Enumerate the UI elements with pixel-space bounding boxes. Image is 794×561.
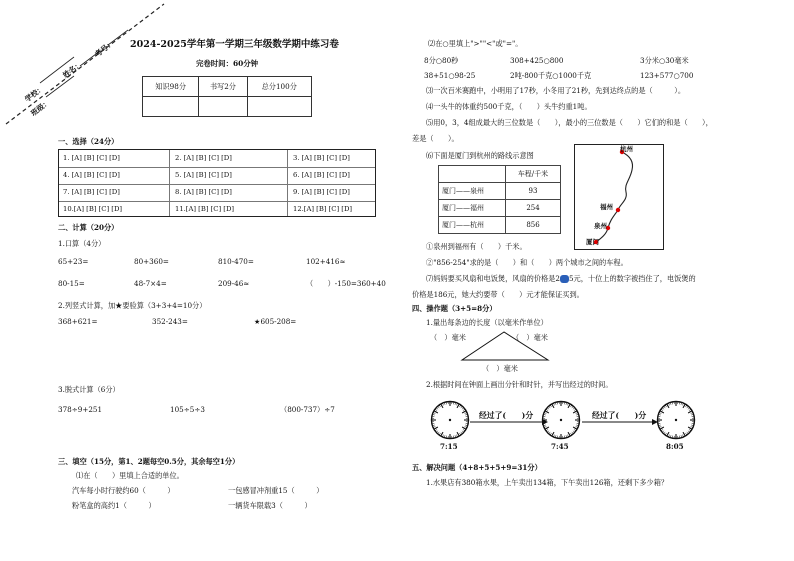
step-title: 3.脱式计算（6分） xyxy=(58,385,120,394)
compare-item: 8分○80秒 xyxy=(424,56,459,65)
vertical-title: 2.列竖式计算，加★要验算（3+3+4=10分） xyxy=(58,301,207,310)
compare-item: 308+425○800 xyxy=(510,56,564,65)
problem-1: 1.水果店有380箱水果，上午卖出134箱，下午卖出126箱，还剩下多少箱？ xyxy=(426,478,669,487)
fill-q7-cont: 价格是186元，她大约要带（ ）元才能保证买到。 xyxy=(412,290,584,299)
route-distance: 254 xyxy=(506,200,561,217)
route-map xyxy=(574,144,664,250)
answer-grid xyxy=(58,149,376,217)
section4-title: 四、操作题（3+5=8分） xyxy=(412,304,497,313)
vertical-item: ★605-208= xyxy=(254,317,297,326)
fill-item: 汽车每小时行驶约60（ ） xyxy=(72,486,175,495)
map-label-hangzhou: 杭州 xyxy=(620,145,633,153)
answer-choice[interactable]: 7. [A] [B] [C] [D] xyxy=(63,188,120,196)
clock-face-1[interactable] xyxy=(430,400,470,440)
clock-time-3: 8:05 xyxy=(666,442,684,451)
route-distance: 93 xyxy=(506,183,561,200)
answer-choice[interactable]: 1. [A] [B] [C] [D] xyxy=(63,154,120,162)
oral-item: 48-7×4= xyxy=(134,279,167,288)
fill-q7 xyxy=(426,275,696,283)
exam-time: 完卷时间：60分钟 xyxy=(196,59,259,68)
oral-title: 1.口算（4分） xyxy=(58,239,106,248)
answer-choice[interactable]: 10.[A] [B] [C] [D] xyxy=(63,205,123,213)
section3-title: 三、填空（15分，第1、2题每空0.5分，其余每空1分） xyxy=(58,457,240,466)
score-total-box[interactable] xyxy=(247,97,311,117)
route-name: 厦门——杭州 xyxy=(439,217,506,234)
class-label: 班级： xyxy=(29,97,52,118)
clock-center xyxy=(449,419,451,421)
fill-q7-text: ⑺妈妈要买风扇和电饭煲，风扇的价格是2 xyxy=(426,274,560,283)
route-table xyxy=(438,165,561,234)
school-label: 学校： xyxy=(23,83,46,104)
fill-q5-cont: 差是（ ）。 xyxy=(412,134,459,143)
answer-choice[interactable]: 12.[A] [B] [C] [D] xyxy=(293,205,353,213)
score-knowledge-box[interactable] xyxy=(143,97,199,117)
fill-q7-text: 5元，十位上的数字被挡住了，电饭煲的 xyxy=(568,274,696,283)
answer-row xyxy=(59,184,375,202)
number-label: 考号： xyxy=(93,38,116,59)
step-item: 378÷9+251 xyxy=(58,405,103,414)
oral-item: 80-15= xyxy=(58,279,85,288)
page-title: 2024-2025学年第一学期三年级数学期中练习卷 xyxy=(130,39,339,50)
fill-q6-1: ①泉州到福州有（ ）千米。 xyxy=(426,242,527,251)
answer-row xyxy=(59,167,375,185)
compare-item: 2吨-800千克○1000千克 xyxy=(510,71,592,80)
answer-row xyxy=(59,150,375,168)
clock-center xyxy=(675,419,677,421)
clock-time-2: 7:45 xyxy=(551,442,569,451)
section1-title: 一、选择（24分） xyxy=(58,137,119,146)
answer-choice[interactable]: 11.[A] [B] [C] [D] xyxy=(175,205,235,213)
answer-choice[interactable]: 2. [A] [B] [C] [D] xyxy=(175,154,232,162)
clock-question: 2.根据时间在钟面上画出分针和时针，并写出经过的时间。 xyxy=(426,380,613,389)
oral-item: 102+416≈ xyxy=(306,257,346,266)
arrow-line xyxy=(470,419,660,425)
clock-time-1: 7:15 xyxy=(440,442,458,451)
triangle-side-right: （ ）毫米 xyxy=(512,333,548,342)
fill-q6-2: ②"856-254"求的是（ ）和（ ）两个城市之间的车程。 xyxy=(426,258,628,267)
clock-face-3[interactable] xyxy=(656,400,696,440)
oral-item: 65+23= xyxy=(58,257,89,266)
fill-q6-stem: ⑹下面是厦门到杭州的路线示意图 xyxy=(426,151,534,160)
elapsed-time-1: 经过了( )分 xyxy=(479,411,534,420)
fill-q4: ⑷一头牛的体重约500千克，（ ）头牛约重1吨。 xyxy=(426,102,592,111)
fill-q5: ⑸用0，3，4组成最大的三位数是（ ），最小的三位数是（ ）它们的和是（ ）， xyxy=(426,118,713,127)
route-name: 厦门——泉州 xyxy=(439,183,506,200)
fill-item: 一辆货车限载3（ ） xyxy=(228,501,312,510)
route-header: 车程/千米 xyxy=(506,166,561,183)
step-item: （800-737）÷7 xyxy=(280,405,335,414)
vertical-item: 352-243= xyxy=(152,317,188,326)
triangle-side-left: （ ）毫米 xyxy=(430,333,466,342)
fill-q2-stem: ⑵在○里填上">""<"或"="。 xyxy=(428,39,523,48)
oral-item: （ ）-150=360+40 xyxy=(306,279,386,288)
elapsed-time-2: 经过了( )分 xyxy=(592,411,647,420)
compare-item: 38+51○98-25 xyxy=(424,71,476,80)
ink-blot xyxy=(560,275,569,283)
answer-row xyxy=(59,201,375,218)
answer-choice[interactable]: 3. [A] [B] [C] [D] xyxy=(293,154,350,162)
step-item: 105÷5÷3 xyxy=(170,405,205,414)
score-knowledge: 知识98分 xyxy=(143,77,199,97)
compare-item: 3分米○30毫米 xyxy=(640,56,689,65)
name-label: 姓名： xyxy=(61,59,84,80)
score-total: 总分100分 xyxy=(247,77,311,97)
section5-title: 五、解决问题（4+8+5+5+9=31分） xyxy=(412,463,542,472)
oral-item: 810-470= xyxy=(218,257,254,266)
measure-question: 1.量出每条边的长度（以毫米作单位） xyxy=(426,318,548,327)
vertical-item: 368+621= xyxy=(58,317,98,326)
triangle-side-bottom: （ ）毫米 xyxy=(482,364,518,373)
answer-choice[interactable]: 9. [A] [B] [C] [D] xyxy=(293,188,350,196)
oral-item: 80+360= xyxy=(134,257,169,266)
score-writing-box[interactable] xyxy=(199,97,247,117)
score-writing: 书写2分 xyxy=(199,77,247,97)
section2-title: 二、计算（20分） xyxy=(58,223,119,232)
route-distance: 856 xyxy=(506,217,561,234)
oral-item: 209-46≈ xyxy=(218,279,250,288)
score-table xyxy=(142,76,312,117)
answer-choice[interactable]: 8. [A] [B] [C] [D] xyxy=(175,188,232,196)
answer-choice[interactable]: 6. [A] [B] [C] [D] xyxy=(293,171,350,179)
map-label-fuzhou: 福州 xyxy=(600,203,613,211)
fill-q1-stem: ⑴在（ ）里填上合适的单位。 xyxy=(76,471,184,480)
answer-choice[interactable]: 5. [A] [B] [C] [D] xyxy=(175,171,232,179)
fill-q3: ⑶一次百米赛跑中，小明用了17秒，小冬用了21秒，先到达终点的是（ ）。 xyxy=(426,86,686,95)
fill-item: 一包感冒冲剂重15（ ） xyxy=(228,486,324,495)
compare-item: 123+577○700 xyxy=(640,71,694,80)
map-label-xiamen: 厦门 xyxy=(586,238,599,246)
fill-item: 粉笔盒的高约1（ ） xyxy=(72,501,156,510)
answer-choice[interactable]: 4. [A] [B] [C] [D] xyxy=(63,171,120,179)
route-name: 厦门——福州 xyxy=(439,200,506,217)
map-label-quanzhou: 泉州 xyxy=(594,222,607,230)
